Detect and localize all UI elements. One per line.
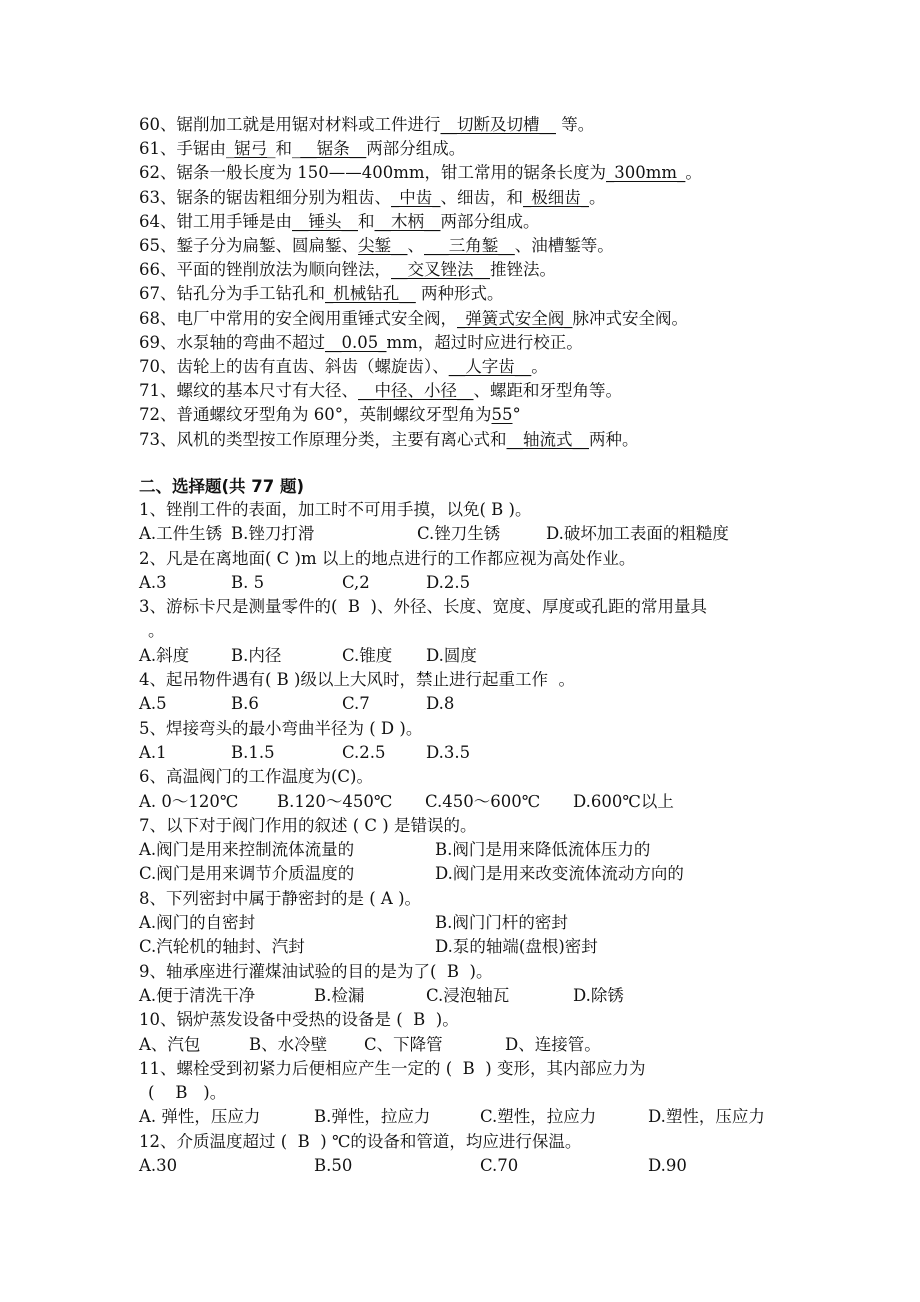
question-text: 两种形式。 (415, 284, 504, 303)
option-b: B.阀门是用来降低流体压力的 (435, 840, 651, 859)
answer-blank: __锯条__ (300, 139, 367, 158)
option-d: D.泵的轴端(盘根)密封 (435, 937, 598, 956)
question-text: 推锉法。 (490, 260, 556, 279)
question-text: 两部分组成。 (366, 139, 466, 158)
answer-blank: _弹簧式安全阀_ (457, 309, 573, 328)
option-b: B.阀门门杆的密封 (435, 913, 568, 932)
question-text: 两种。 (589, 430, 639, 449)
option-d: D.塑性，压应力 (648, 1107, 765, 1126)
option-c: C.锥度 (342, 646, 393, 665)
option-c: C.7 (342, 694, 370, 713)
option-b: B.120～450℃ (277, 792, 393, 811)
fill-question-q72 (139, 403, 521, 427)
question-text: 66、平面的锉削放法为顺向锉法， (139, 260, 391, 279)
answer-blank: _中齿_ (391, 188, 441, 207)
option-a: A.斜度 (139, 646, 190, 665)
fill-question-q73 (139, 428, 639, 452)
fill-question-q64 (139, 210, 540, 234)
option-d: D.2.5 (426, 573, 471, 592)
option-c: C.浸泡轴瓦 (426, 986, 510, 1005)
question-text: 60、锯削加工就是用锯对材料或工件进行 (139, 115, 441, 134)
question-text: 。 (531, 357, 548, 376)
question-text: mm，超过时应进行校正。 (386, 333, 583, 352)
mc-question-12: 12、介质温度超过 ( B ) ℃的设备和管道，均应进行保温。 (139, 1132, 582, 1151)
option-b: B. 5 (231, 573, 265, 592)
option-c: C.汽轮机的轴封、汽封 (139, 937, 305, 956)
question-text: 69、水泵轴的弯曲不超过 (139, 333, 325, 352)
answer-blank: ___三角錾__ (424, 236, 515, 255)
question-text: 。 (685, 163, 702, 182)
answer-blank: 尖錾__ (358, 236, 408, 255)
option-c: C.塑性，拉应力 (480, 1107, 597, 1126)
fill-question-q67 (139, 282, 504, 306)
mc-question-4: 4、起吊物件遇有( B )级以上大风时，禁止进行起重工作 。 (139, 670, 575, 689)
option-a: A.1 (139, 743, 167, 762)
mc-question-2: 2、凡是在离地面( C )m 以上的地点进行的工作都应视为高处作业。 (139, 549, 636, 568)
fill-question-q69 (139, 331, 583, 355)
option-d: D.90 (648, 1156, 687, 1175)
answer-blank: __木柄__ (374, 212, 441, 231)
mc-question-3: 3、游标卡尺是测量零件的( B )、外径、长度、宽度、厚度或孔距的常用量具 (139, 597, 707, 616)
mc-question-6: 6、高温阀门的工作温度为(C)。 (139, 767, 373, 786)
mc-question-1: 1、锉削工件的表面，加工时不可用手摸，以免( B )。 (139, 500, 532, 519)
option-c: C.阀门是用来调节介质温度的 (139, 864, 355, 883)
option-b: B.检漏 (314, 986, 365, 1005)
option-a: A.阀门是用来控制流体流量的 (139, 840, 355, 859)
question-text: 68、电厂中常用的安全阀用重锤式安全阀， (139, 309, 457, 328)
option-a: A.5 (139, 694, 167, 713)
question-text: 等。 (556, 115, 595, 134)
question-text: 70、齿轮上的齿有直齿、斜齿（螺旋齿）、 (139, 357, 449, 376)
answer-blank: __轴流式__ (506, 430, 589, 449)
mc-question-5: 5、焊接弯头的最小弯曲半径为 ( D )。 (139, 719, 423, 738)
question-text: 71、螺纹的基本尺寸有大径、 (139, 381, 358, 400)
fill-question-q71 (139, 379, 622, 403)
option-c: C,2 (342, 573, 370, 592)
question-text: 67、钻孔分为手工钻孔和 (139, 284, 325, 303)
fill-question-q61 (139, 137, 465, 161)
mc-question-continuation: 。 (148, 621, 165, 640)
fill-question-q63 (139, 186, 606, 210)
option-d: D.8 (426, 694, 455, 713)
fill-question-q60 (139, 113, 594, 137)
option-d: D.600℃以上 (573, 792, 674, 811)
question-text: 63、锯条的锯齿粗细分别为粗齿、 (139, 188, 391, 207)
option-b: B.6 (231, 694, 259, 713)
option-c: C.锉刀生锈 (417, 524, 501, 543)
option-a: A.阀门的自密封 (139, 913, 256, 932)
mc-question-11: 11、螺栓受到初紧力后便相应产生一定的 ( B ) 变形，其内部应力为 (139, 1059, 646, 1078)
mc-question-10: 10、锅炉蒸发设备中受热的设备是 ( B )。 (139, 1010, 459, 1029)
option-b: B.50 (314, 1156, 353, 1175)
question-text: 62、锯条一般长度为 150——400mm，钳工常用的锯条长度为 (139, 163, 607, 182)
option-a: A.工件生锈 (139, 524, 223, 543)
option-d: D.除锈 (573, 986, 624, 1005)
section-title: 二、选择题(共 77 题) (139, 477, 305, 496)
option-d: D、连接管。 (505, 1035, 601, 1054)
option-d: D.阀门是用来改变流体流动方向的 (435, 864, 684, 883)
option-a: A.便于清洗干净 (139, 986, 256, 1005)
question-text: 72、普通螺纹牙型角为 60°，英制螺纹牙型角为 (139, 405, 492, 424)
question-text: 、油槽錾等。 (514, 236, 614, 255)
option-c: C、下降管 (364, 1035, 443, 1054)
mc-question-8: 8、下列密封中属于静密封的是 ( A )。 (139, 889, 422, 908)
answer-blank: 55 (491, 405, 513, 424)
option-a: A.3 (139, 573, 167, 592)
fill-question-q65 (139, 234, 614, 258)
question-text: _和_ (267, 139, 301, 158)
option-c: C.70 (480, 1156, 519, 1175)
answer-blank: __交叉锉法__ (391, 260, 490, 279)
question-text: ° (512, 405, 521, 424)
option-c: C.450～600℃ (425, 792, 541, 811)
question-text: 65、錾子分为扁錾、圆扁錾、 (139, 236, 358, 255)
question-text: 73、风机的类型按工作原理分类，主要有离心式和 (139, 430, 507, 449)
option-d: D.破坏加工表面的粗糙度 (546, 524, 729, 543)
answer-blank: _300mm_ (606, 163, 686, 182)
question-text: 和 (358, 212, 375, 231)
answer-blank: _机械钻孔__ (325, 284, 416, 303)
option-a: A. 0～120℃ (139, 792, 239, 811)
question-text: 64、钳工用手锤是由 (139, 212, 292, 231)
question-text: 、 (407, 236, 424, 255)
fill-question-q68 (139, 307, 688, 331)
answer-blank: 锯弓 (234, 139, 268, 158)
answer-blank: __切断及切槽__ (440, 115, 556, 134)
mc-question-9: 9、轴承座进行灌煤油试验的目的是为了( B )。 (139, 962, 493, 981)
question-text: 脉冲式安全阀。 (572, 309, 688, 328)
answer-blank: __0.05_ (325, 333, 387, 352)
fill-question-q70 (139, 355, 548, 379)
mc-question-continuation: ( B )。 (148, 1083, 227, 1102)
option-b: B、水冷壁 (249, 1035, 328, 1054)
fill-question-q62 (139, 161, 702, 185)
fill-question-q66 (139, 258, 556, 282)
question-text: 61、手锯由_ (139, 139, 235, 158)
question-text: 。 (589, 188, 606, 207)
option-a: A.30 (139, 1156, 178, 1175)
question-text: 、螺距和牙型角等。 (473, 381, 622, 400)
option-d: D.圆度 (426, 646, 477, 665)
answer-blank: __中径、小径__ (358, 381, 474, 400)
option-a: A、汽包 (139, 1035, 201, 1054)
option-b: B.内径 (231, 646, 282, 665)
option-b: B.弹性，拉应力 (314, 1107, 431, 1126)
answer-blank: __人字齿__ (448, 357, 532, 376)
answer-blank: __锤头__ (292, 212, 358, 231)
question-text: 、细齿，和 (440, 188, 523, 207)
mc-question-7: 7、以下对于阀门作用的叙述 ( C ) 是错误的。 (139, 816, 477, 835)
option-b: B.锉刀打滑 (231, 524, 315, 543)
option-a: A. 弹性，压应力 (139, 1107, 261, 1126)
answer-blank: _极细齿_ (523, 188, 589, 207)
option-c: C.2.5 (342, 743, 386, 762)
option-d: D.3.5 (426, 743, 471, 762)
question-text: 两部分组成。 (440, 212, 540, 231)
option-b: B.1.5 (231, 743, 275, 762)
